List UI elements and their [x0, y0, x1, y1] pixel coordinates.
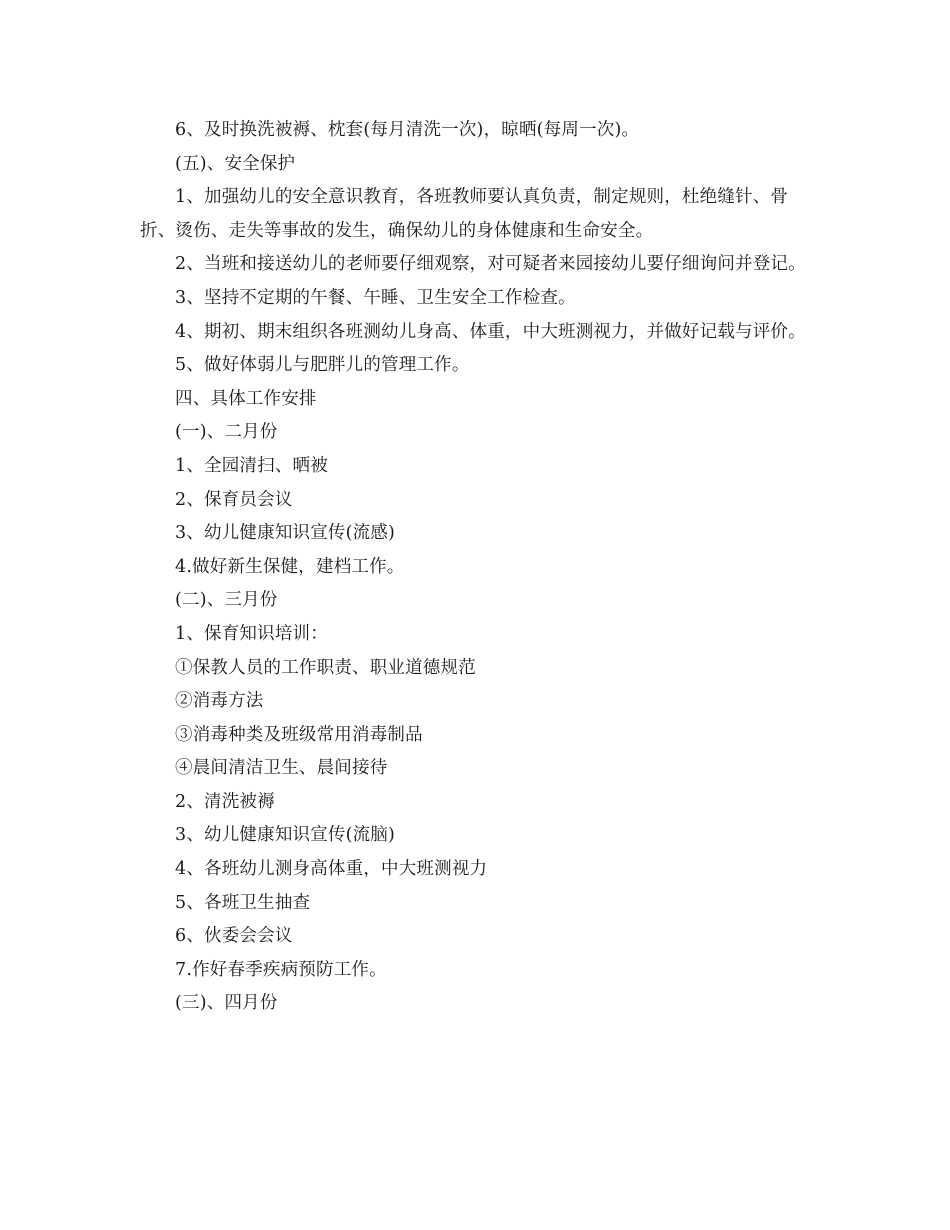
list-item: 4.做好新生保健，建档工作。 — [175, 556, 405, 577]
list-item: 2、保育员会议 — [175, 489, 293, 510]
paragraph-weak-obese-management: 5、做好体弱儿与肥胖儿的管理工作。 — [175, 355, 470, 376]
paragraph-safety-education: 1、加强幼儿的安全意识教育，各班教师要认真负责，制定规则，杜绝缝针、骨折、烫伤、走失等事故的发生，确保幼儿的身体健康和生命安全。 — [140, 187, 789, 241]
list-item: 2、清洗被褥 — [175, 791, 275, 812]
list-item: 3、幼儿健康知识宣传(流感) — [175, 523, 396, 544]
document-body — [140, 114, 820, 1021]
list-item: ④晨间清洁卫生、晨间接待 — [175, 758, 388, 779]
section-heading-safety: (五)、安全保护 — [175, 153, 296, 174]
paragraph-inspection: 3、坚持不定期的午餐、午睡、卫生安全工作检查。 — [175, 287, 576, 308]
paragraph-hygiene-bedding: 6、及时换洗被褥、枕套(每月清洗一次)，晾晒(每周一次)。 — [175, 120, 640, 140]
list-item: 1、保育知识培训： — [175, 623, 328, 644]
list-item: ①保教人员的工作职责、职业道德规范 — [175, 657, 476, 678]
list-item: 6、伙委会会议 — [175, 926, 293, 947]
list-item: ③消毒种类及班级常用消毒制品 — [175, 724, 423, 745]
section-heading-work-schedule: 四、具体工作安排 — [175, 388, 317, 409]
list-item: 4、各班幼儿测身高体重，中大班测视力 — [175, 859, 488, 880]
subheading-april: (三)、四月份 — [175, 993, 278, 1014]
subheading-march: (二)、三月份 — [175, 590, 278, 611]
paragraph-pickup-observation: 2、当班和接送幼儿的老师要仔细观察，对可疑者来园接幼儿要仔细询问并登记。 — [175, 254, 806, 275]
paragraph-measurement: 4、期初、期末组织各班测幼儿身高、体重，中大班测视力，并做好记载与评价。 — [175, 321, 806, 342]
list-item: ②消毒方法 — [175, 691, 264, 712]
list-item: 7.作好春季疾病预防工作。 — [175, 959, 387, 980]
subheading-february: (一)、二月份 — [175, 422, 278, 443]
list-item: 1、全园清扫、晒被 — [175, 455, 328, 476]
list-item: 3、幼儿健康知识宣传(流脑) — [175, 825, 396, 846]
list-item: 5、各班卫生抽查 — [175, 892, 311, 913]
